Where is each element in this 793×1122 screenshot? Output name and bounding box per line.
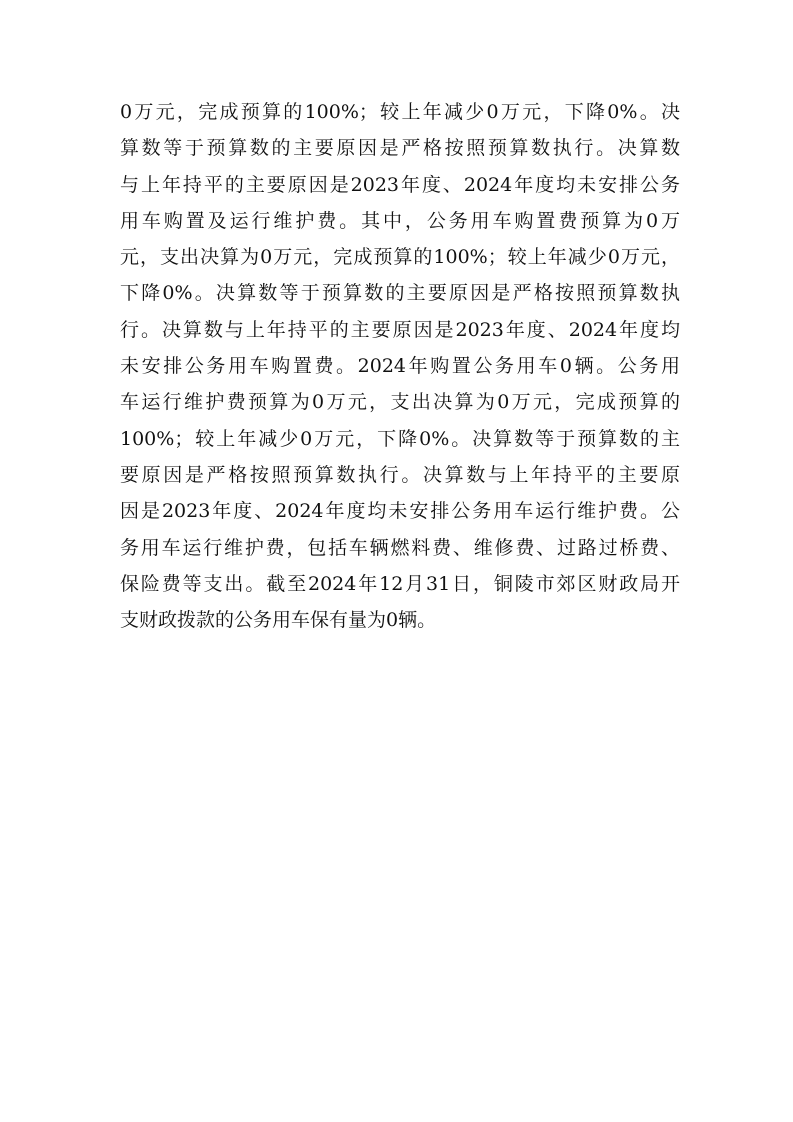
text-line-8: 未安排公务用车购置费。2024年购置公务用车0辆。公务用 [120, 355, 680, 378]
text-line-11: 要原因是严格按照预算数执行。决算数与上年持平的主要原 [120, 463, 680, 486]
body-paragraph [120, 94, 680, 638]
text-line-10: 100%；较上年减少0万元，下降0%。决算数等于预算数的主 [120, 427, 680, 450]
text-line-4: 用车购置及运行维护费。其中，公务用车购置费预算为0万 [120, 209, 680, 232]
text-line-6: 下降0%。决算数等于预算数的主要原因是严格按照预算数执 [120, 282, 680, 305]
text-line-9: 车运行维护费预算为0万元，支出决算为0万元，完成预算的 [120, 391, 680, 414]
text-line-12: 因是2023年度、2024年度均未安排公务用车运行维护费。公 [120, 500, 680, 523]
text-line-3: 与上年持平的主要原因是2023年度、2024年度均未安排公务 [120, 173, 680, 196]
text-line-7: 行。决算数与上年持平的主要原因是2023年度、2024年度均 [120, 318, 680, 341]
text-line-5: 元，支出决算为0万元，完成预算的100%；较上年减少0万元， [120, 246, 680, 269]
text-line-1: 0万元，完成预算的100%；较上年减少0万元，下降0%。决 [120, 101, 680, 123]
text-line-14: 保险费等支出。截至2024年12月31日，铜陵市郊区财政局开 [120, 572, 680, 595]
text-line-2: 算数等于预算数的主要原因是严格按照预算数执行。决算数 [120, 137, 680, 160]
text-line-15: 支财政拨款的公务用车保有量为0辆。 [120, 609, 437, 632]
text-line-13: 务用车运行维护费，包括车辆燃料费、维修费、过路过桥费、 [120, 536, 680, 559]
